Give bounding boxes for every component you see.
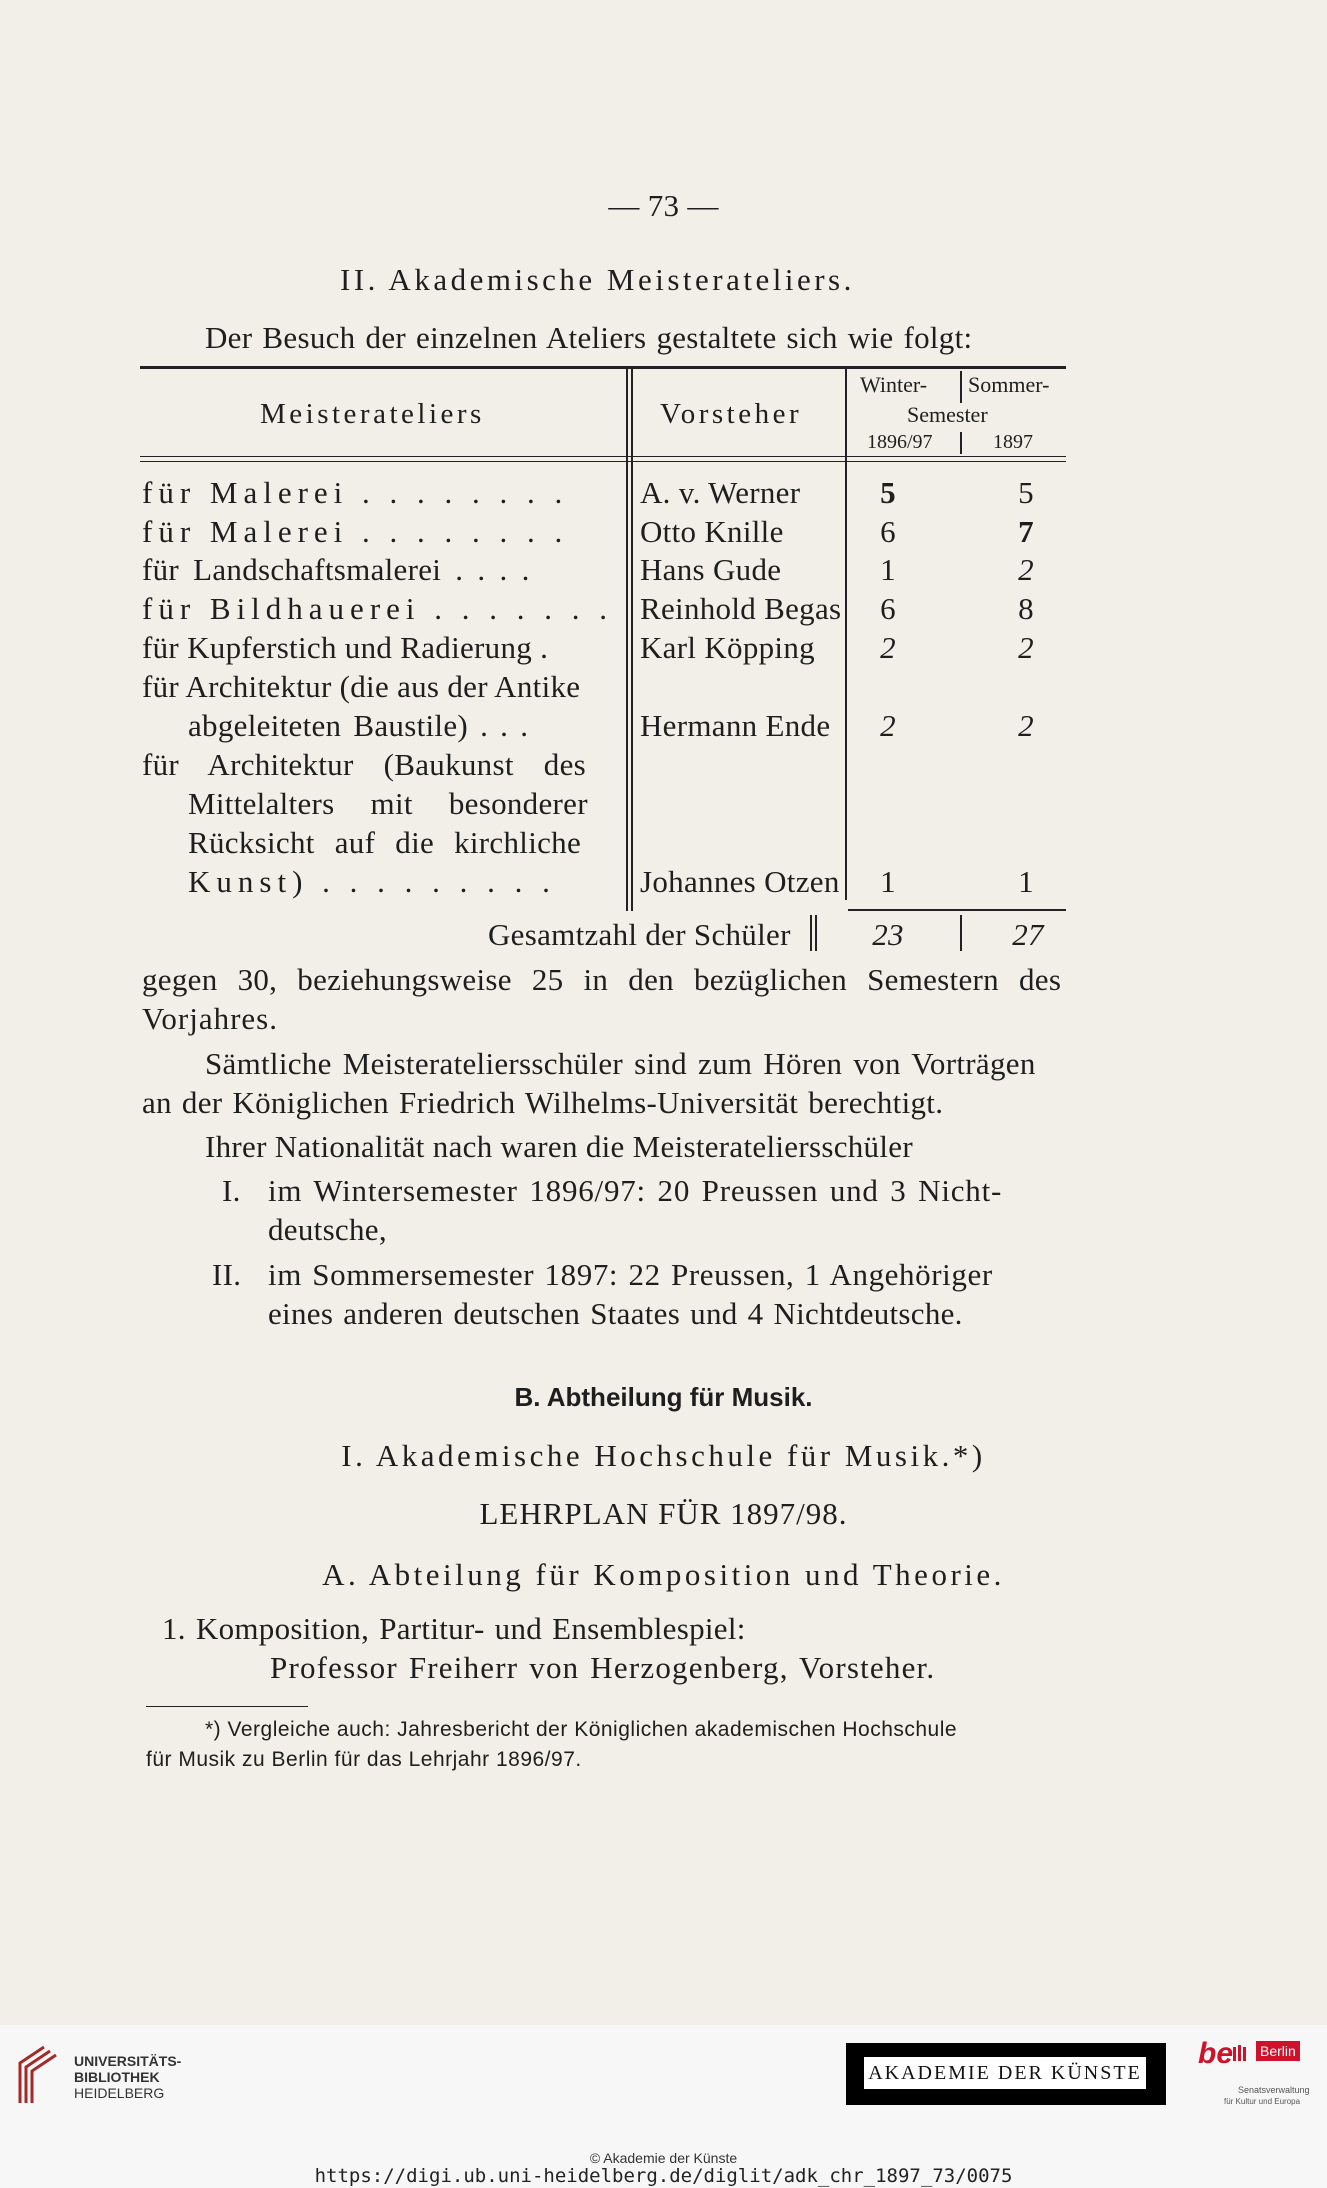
row-vorsteher: A. v. Werner <box>640 475 801 510</box>
row-atelier: für Malerei . . . . . . . . <box>142 475 569 510</box>
row-sommer: 5 <box>1018 475 1034 510</box>
row-winter: 6 <box>880 591 896 626</box>
item2-number: II. <box>212 1257 242 1292</box>
item2-line2: eines anderen deutschen Staates und 4 Nichtdeutsche. <box>268 1296 963 1331</box>
col-divider-3-bottom <box>960 432 962 454</box>
row-atelier-line3: Rücksicht auf die kirchliche <box>188 825 582 860</box>
header-sommer: Sommer- <box>968 372 1050 397</box>
total-divider-1a <box>810 915 812 951</box>
total-divider-1b <box>815 915 817 951</box>
row-vorsteher: Johannes Otzen <box>640 864 840 899</box>
total-rule <box>848 909 1066 911</box>
row-vorsteher: Reinhold Begas <box>640 591 842 626</box>
viewer-footer <box>0 2025 1327 2188</box>
row-sommer: 8 <box>1018 591 1034 626</box>
header-winter-year: 1896/97 <box>867 431 933 453</box>
footnote-rule <box>146 1706 308 1707</box>
library-logo-icon <box>14 2043 60 2107</box>
para2-line2: an der Königlichen Friedrich Wilhelms-Universität berechtigt. <box>142 1085 944 1120</box>
berlin-bear-icon <box>1232 2043 1246 2063</box>
row-sommer: 2 <box>1018 552 1034 587</box>
permalink-url[interactable]: https://digi.ub.uni-heidelberg.de/diglit/adk_chr_1897_73/0075 <box>314 2165 1013 2187</box>
col-divider-1b <box>631 368 633 911</box>
section-title: II. Akademische Meisterateliers. <box>340 262 855 297</box>
row-winter: 2 <box>880 630 896 665</box>
row-winter: 1 <box>880 864 896 899</box>
section-b-heading: B. Abtheilung für Musik. <box>514 1382 813 1412</box>
row-atelier-line2: Mittelalters mit besonderer <box>188 786 588 821</box>
item1-line2: deutsche, <box>268 1212 387 1247</box>
header-sommer-year: 1897 <box>993 431 1033 453</box>
subsection-a: A. Abteilung für Komposition und Theorie. <box>322 1557 1005 1592</box>
row-atelier-line1: für Architektur (die aus der Antike <box>142 669 581 704</box>
item1-line1: im Wintersemester 1896/97: 20 Preussen und 3 Nicht- <box>268 1173 1003 1208</box>
library-name-line3: HEIDELBERG <box>74 2085 165 2101</box>
akademie-logo-text: AKADEMIE DER KÜNSTE <box>864 2057 1146 2089</box>
page-number: — 73 — <box>608 188 719 223</box>
para1-line1: gegen 30, beziehungsweise 25 in den bezüglichen Semestern des <box>142 962 1062 997</box>
header-winter: Winter- <box>860 372 928 397</box>
col-divider-1a <box>626 368 628 911</box>
header-vorsteher: Vorsteher <box>660 398 803 430</box>
row-atelier: für Kupferstich und Radierung . <box>142 630 549 665</box>
item2-line1: im Sommersemester 1897: 22 Preussen, 1 Angehöriger <box>268 1257 993 1292</box>
intro-line: Der Besuch der einzelnen Ateliers gestaltete sich wie folgt: <box>205 320 973 355</box>
header-meisterateliers: Meisterateliers <box>260 398 485 430</box>
row-sommer: 2 <box>1018 708 1034 743</box>
library-name-line1: UNIVERSITÄTS- <box>74 2053 182 2069</box>
row-vorsteher: Hermann Ende <box>640 708 831 743</box>
table-top-rule <box>140 366 1066 369</box>
row-atelier: für Bildhauerei . . . . . . . <box>142 591 614 626</box>
table-header-rule-2 <box>140 461 1066 462</box>
row-sommer: 1 <box>1018 864 1034 899</box>
senat-line1: Senatsverwaltung <box>1238 2085 1310 2095</box>
akademie-logo[interactable] <box>846 2043 1166 2105</box>
para2-line1: Sämtliche Meisterateliersschüler sind zum Hören von Vorträgen <box>205 1046 1036 1081</box>
row-atelier-line4: Kunst) . . . . . . . . . <box>188 864 556 899</box>
row-atelier-line2: abgeleiteten Baustile) . . . <box>188 708 529 743</box>
entry1-line1: 1. Komposition, Partitur- und Ensemblespiel: <box>162 1611 746 1646</box>
row-vorsteher: Karl Köpping <box>640 630 815 665</box>
total-winter: 23 <box>872 917 904 952</box>
row-winter: 5 <box>880 475 896 510</box>
row-atelier: für Landschaftsmalerei . . . . <box>142 552 530 587</box>
senat-line2: für Kultur und Europa <box>1224 2097 1301 2106</box>
footnote-line2: für Musik zu Berlin für das Lehrjahr 1896/97. <box>146 1748 582 1771</box>
item1-number: I. <box>222 1173 241 1208</box>
row-vorsteher: Otto Knille <box>640 514 784 549</box>
row-atelier-line1: für Architektur (Baukunst des <box>142 747 587 782</box>
entry1-line2: Professor Freiherr von Herzogenberg, Vorsteher. <box>270 1650 936 1685</box>
row-winter: 1 <box>880 552 896 587</box>
row-atelier: für Malerei . . . . . . . . <box>142 514 569 549</box>
row-sommer: 7 <box>1018 514 1034 549</box>
lehrplan-heading: LEHRPLAN FÜR 1897/98. <box>479 1496 848 1531</box>
row-winter: 6 <box>880 514 896 549</box>
para1-line2: Vorjahres. <box>142 1001 278 1036</box>
footnote-line1: *) Vergleiche auch: Jahresbericht der Königlichen akademischen Hochschule <box>205 1718 958 1741</box>
row-winter: 2 <box>880 708 896 743</box>
total-label: Gesamtzahl der Schüler <box>488 917 791 952</box>
col-divider-2 <box>845 368 847 900</box>
table-header-rule-1 <box>140 456 1066 457</box>
berlin-logo-be: be <box>1198 2037 1234 2070</box>
total-divider-2 <box>960 915 962 951</box>
subsection-hochschule: I. Akademische Hochschule für Musik.*) <box>341 1438 986 1473</box>
total-sommer: 27 <box>1012 917 1044 952</box>
para3: Ihrer Nationalität nach waren die Meisterateliersschüler <box>205 1129 913 1164</box>
row-sommer: 2 <box>1018 630 1034 665</box>
copyright-line: © Akademie der Künste <box>589 2150 738 2166</box>
library-name-line2: BIBLIOTHEK <box>74 2069 160 2085</box>
berlin-logo-label: Berlin <box>1256 2041 1300 2061</box>
header-semester: Semester <box>907 402 988 427</box>
col-divider-3-top <box>960 371 962 403</box>
row-vorsteher: Hans Gude <box>640 552 782 587</box>
